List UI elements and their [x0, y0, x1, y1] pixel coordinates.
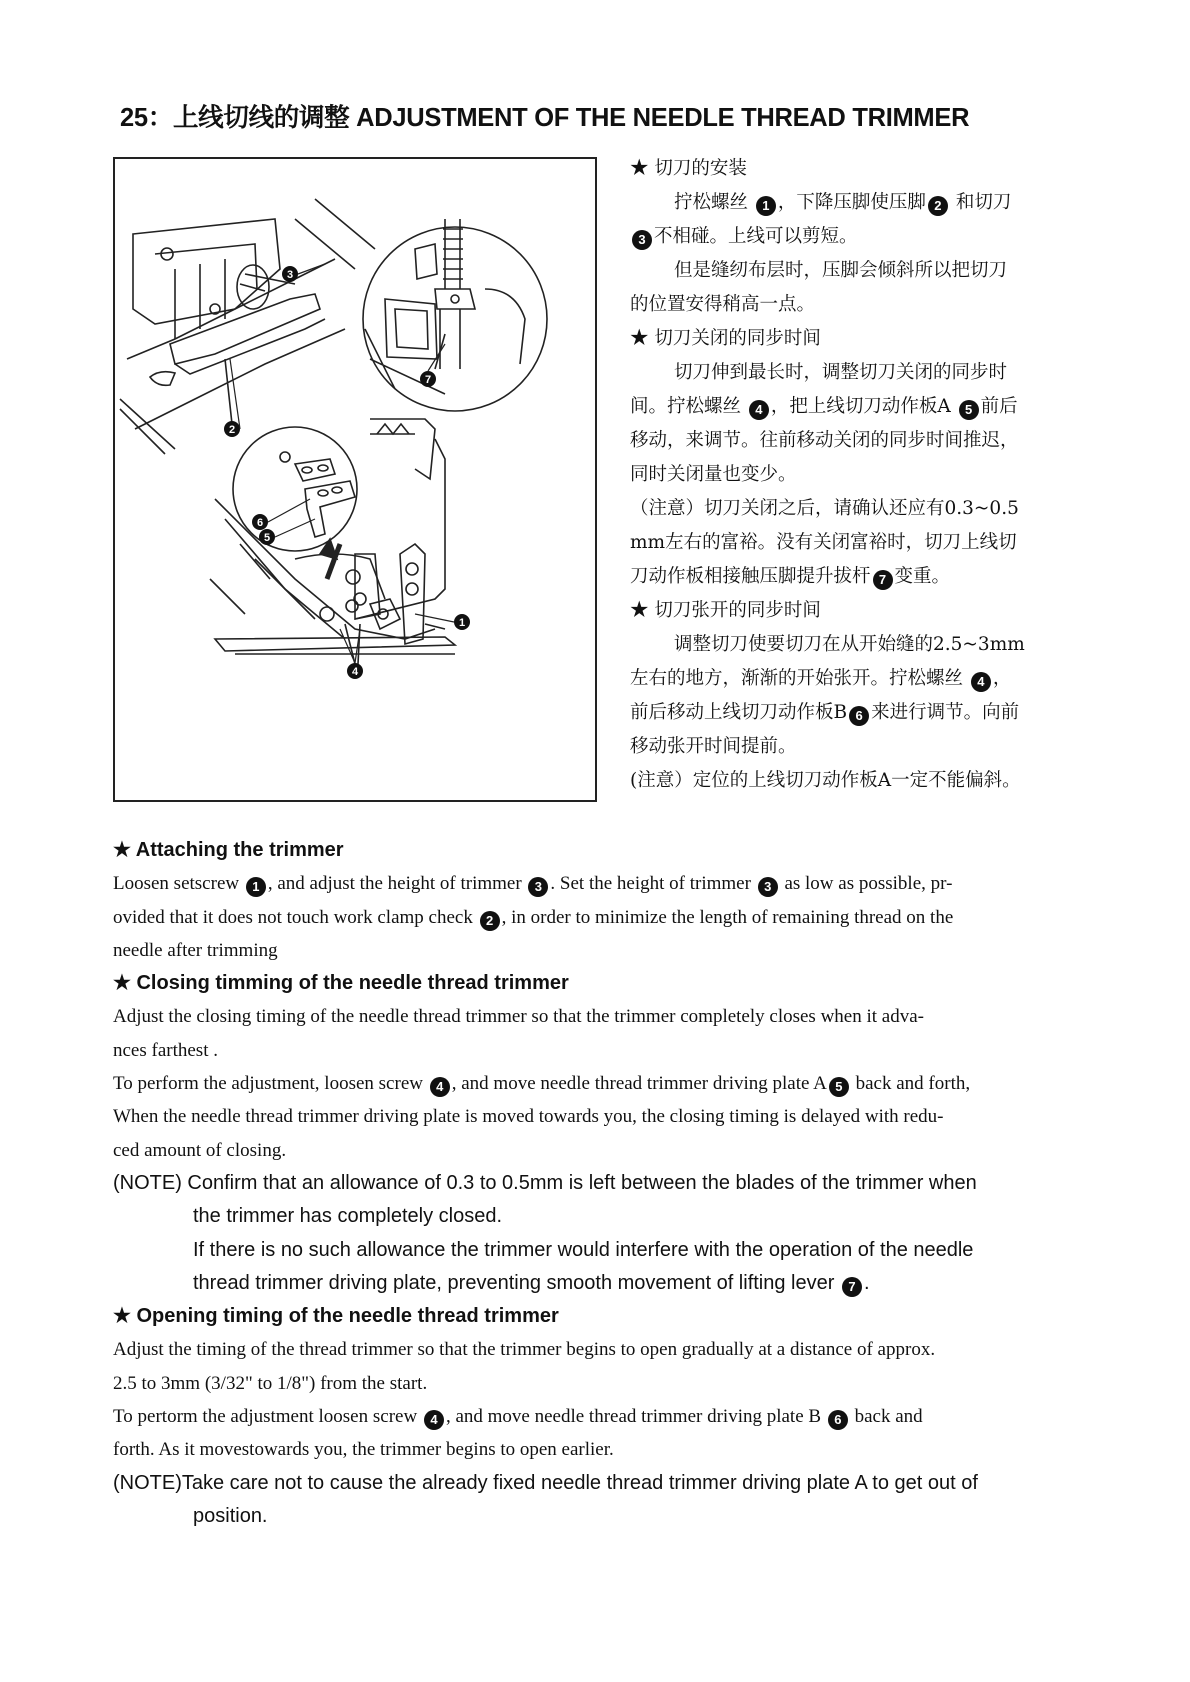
en-note: (NOTE) Confirm that an allowance of 0.3 to 0.5mm is left between the blades of the trimmer when: [113, 1171, 977, 1194]
callout-1-icon: 1: [756, 196, 776, 216]
cn-text: （注意）切刀关闭之后，请确认还应有0.3~0.5: [630, 498, 1019, 519]
cn-text: 但是缝纫布层时，压脚会倾斜所以把切刀: [674, 260, 1008, 281]
en-text: ced amount of closing.: [113, 1139, 287, 1161]
cn-text: 前后移动上线切刀动作板B: [630, 702, 848, 723]
cn-text: 不相碰。上线可以剪短。: [654, 226, 858, 247]
callout-3-icon: 3: [632, 230, 652, 250]
cn-text: 来进行调节。向前: [871, 702, 1020, 723]
callout-3: 3: [286, 269, 294, 281]
cn-text: [630, 696, 1086, 730]
en-text: To perform the adjustment, loosen screw: [113, 1073, 423, 1095]
illustration-figure: [113, 157, 597, 802]
cn-text: 和切刀: [955, 192, 1012, 213]
chinese-instructions: [630, 152, 1086, 798]
en-text: [113, 1067, 1083, 1100]
english-instructions: [113, 834, 1083, 1533]
cn-text: [630, 390, 1086, 424]
callout-6-icon: 6: [828, 1410, 848, 1430]
cn-text: 移动张开时间提前。: [630, 736, 797, 757]
cn-text: [630, 220, 1086, 254]
cn-text: [630, 560, 1086, 594]
callout-3-icon: 3: [758, 877, 778, 897]
cn-text: [630, 662, 1086, 696]
en-text: thread trimmer driving plate, preventing smooth movement of lifting lever: [193, 1271, 835, 1294]
en-text: forth. As it movestowards you, the trimmer begins to open earlier.: [113, 1439, 614, 1461]
cn-text: 前后: [980, 396, 1018, 417]
en-text: back and forth,: [855, 1073, 971, 1095]
presser-foot-drawing: [120, 199, 375, 454]
cn-text: 拧松螺丝: [674, 192, 749, 213]
en-text: .: [863, 1271, 870, 1294]
page-title: 25：上线切线的调整 ADJUSTMENT OF THE NEEDLE THREAD TRIMMER: [120, 104, 970, 132]
cn-text: [630, 186, 1086, 220]
callout-4-icon: 4: [430, 1077, 450, 1097]
en-note: If there is no such allowance the trimmer would interfere with the operation of the needle: [193, 1238, 974, 1261]
en-text: Loosen setscrew: [113, 873, 240, 895]
cn-text: 移动，来调节。往前移动关闭的同步时间推迟，: [630, 430, 1019, 451]
cn-text: (注意）定位的上线切刀动作板A一定不能偏斜。: [630, 770, 1021, 791]
en-heading-opening: ★ Opening timing of the needle thread trimmer: [113, 1305, 559, 1328]
en-text: needle after trimming: [113, 939, 278, 961]
cn-text: ，: [992, 668, 1012, 689]
en-note: (NOTE)Take care not to cause the already fixed needle thread trimmer driving plate A to get out of: [113, 1471, 978, 1494]
cn-text: 的位置安得稍高一点。: [630, 294, 816, 315]
cn-text: 变重。: [894, 566, 951, 587]
callout-2-icon: 2: [480, 911, 500, 931]
cn-text: mm左右的富裕。没有关闭富裕时，切刀上线切: [630, 532, 1017, 553]
magnified-view: [363, 219, 547, 411]
cn-heading-install: ★ 切刀的安装: [630, 158, 747, 179]
en-text: [113, 867, 1083, 900]
callout-1: 1: [458, 617, 466, 629]
callout-markers: [224, 266, 470, 679]
callout-3-icon: 3: [528, 877, 548, 897]
callout-4-icon: 4: [424, 1410, 444, 1430]
en-text: To pertorm the adjustment loosen screw: [113, 1406, 418, 1428]
en-note: [113, 1267, 1083, 1300]
en-note: position.: [193, 1504, 268, 1527]
callout-4: 4: [351, 666, 359, 678]
callout-6: 6: [256, 517, 264, 529]
cn-text: 切刀伸到最长时，调整切刀关闭的同步时: [674, 362, 1008, 383]
en-text: , and move needle thread trimmer driving plate B: [445, 1406, 822, 1428]
cn-heading-closing: ★ 切刀关闭的同步时间: [630, 328, 821, 349]
callout-1-icon: 1: [246, 877, 266, 897]
callout-5-icon: 5: [829, 1077, 849, 1097]
en-heading-closing: ★ Closing timming of the needle thread trimmer: [113, 972, 569, 995]
en-text: Adjust the closing timing of the needle thread trimmer so that the trimmer completely closes when it adva-: [113, 1006, 924, 1028]
callout-7: 7: [424, 374, 432, 386]
callout-4-icon: 4: [749, 400, 769, 420]
en-note: the trimmer has completely closed.: [193, 1205, 503, 1228]
cn-text: 间。拧松螺丝: [630, 396, 742, 417]
en-text: 2.5 to 3mm (3/32" to 1/8") from the start.: [113, 1372, 428, 1394]
callout-7-icon: 7: [873, 570, 893, 590]
lower-mechanism-drawing: [210, 419, 455, 664]
cn-text: 刀动作板相接触压脚提升拔杆: [630, 566, 871, 587]
cn-text: 调整切刀使要切刀在从开始缝的2.5~3mm: [674, 634, 1025, 655]
en-heading-attaching: ★ Attaching the trimmer: [113, 839, 344, 861]
callout-5-icon: 5: [959, 400, 979, 420]
callout-6-icon: 6: [849, 706, 869, 726]
cn-text: ，把上线切刀动作板A: [770, 396, 951, 417]
trimmer-illustration: [115, 159, 599, 804]
callout-2-icon: 2: [928, 196, 948, 216]
en-text: , in order to minimize the length of remaining thread on the: [501, 906, 954, 928]
en-text: [113, 901, 1083, 934]
cn-text: 同时关闭量也变少。: [630, 464, 797, 485]
callout-4-icon: 4: [971, 672, 991, 692]
en-text: ovided that it does not touch work clamp check: [113, 906, 473, 928]
callout-5: 5: [263, 532, 271, 544]
en-text: [113, 1400, 1083, 1433]
en-text: , and adjust the height of trimmer: [267, 873, 522, 895]
en-text: nces farthest .: [113, 1039, 218, 1061]
callout-7-icon: 7: [842, 1277, 862, 1297]
cn-heading-opening: ★ 切刀张开的同步时间: [630, 600, 821, 621]
en-text: as low as possible, pr-: [784, 873, 953, 895]
en-text: . Set the height of trimmer: [550, 873, 751, 895]
cn-text: ，下降压脚使压脚: [777, 192, 926, 213]
en-text: back and: [854, 1406, 923, 1428]
cn-text: 左右的地方，渐渐的开始张开。拧松螺丝: [630, 668, 964, 689]
en-text: , and move needle thread trimmer driving plate A: [451, 1073, 827, 1095]
en-text: Adjust the timing of the thread trimmer so that the trimmer begins to open gradually at a distance of approx.: [113, 1339, 936, 1361]
callout-2: 2: [228, 424, 236, 436]
en-text: When the needle thread trimmer driving plate is moved towards you, the closing timing is delayed with redu-: [113, 1106, 944, 1128]
